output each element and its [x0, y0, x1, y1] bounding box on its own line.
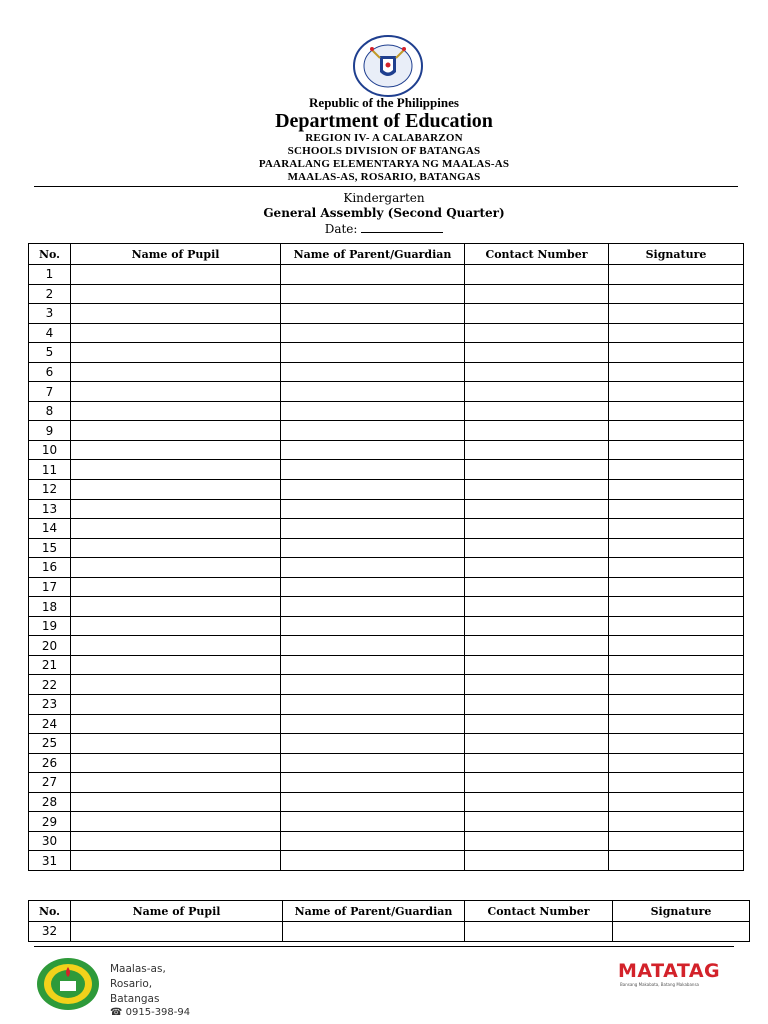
parent-name-cell[interactable] [281, 597, 465, 617]
parent-name-cell[interactable] [281, 304, 465, 324]
row-number: 6 [29, 362, 71, 382]
table-row [29, 851, 744, 871]
table-row [29, 616, 744, 636]
pupil-name-cell[interactable] [71, 675, 281, 695]
contact-number-cell[interactable] [465, 323, 609, 343]
signature-cell[interactable] [609, 343, 744, 363]
row-number: 8 [29, 401, 71, 421]
table-row [29, 558, 744, 578]
pupil-name-cell[interactable] [71, 323, 281, 343]
footer-divider [34, 946, 734, 947]
pupil-name-cell[interactable] [71, 636, 281, 656]
signature-cell[interactable] [609, 440, 744, 460]
table-row [29, 734, 744, 754]
parent-name-cell[interactable] [281, 440, 465, 460]
table-row [29, 480, 744, 500]
parent-name-cell[interactable] [281, 734, 465, 754]
row-number: 12 [29, 480, 71, 500]
date-blank-line[interactable] [361, 221, 443, 233]
parent-name-cell[interactable] [281, 382, 465, 402]
contact-number-cell[interactable] [465, 558, 609, 578]
row-number: 17 [29, 577, 71, 597]
contact-number-cell[interactable] [465, 304, 609, 324]
republic-heading: Republic of the Philippines [309, 95, 459, 110]
pupil-name-cell[interactable] [71, 831, 281, 851]
row-number: 22 [29, 675, 71, 695]
address-line: Batangas [110, 993, 160, 1005]
contact-number-cell[interactable] [465, 773, 609, 793]
row-number: 31 [29, 851, 71, 871]
contact-number-cell[interactable] [465, 362, 609, 382]
signature-cell[interactable] [609, 362, 744, 382]
col-header-parent: Name of Parent/Guardian [283, 901, 465, 922]
contact-number-cell[interactable] [465, 753, 609, 773]
parent-name-cell[interactable] [281, 831, 465, 851]
pupil-name-cell[interactable] [71, 734, 281, 754]
table-row [29, 323, 744, 343]
row-number: 14 [29, 519, 71, 539]
row-number: 30 [29, 831, 71, 851]
parent-name-cell[interactable] [281, 343, 465, 363]
pupil-name-cell[interactable] [71, 519, 281, 539]
contact-number-cell[interactable] [465, 480, 609, 500]
signature-cell[interactable] [609, 616, 744, 636]
table-row [29, 753, 744, 773]
signature-cell[interactable] [609, 480, 744, 500]
parent-name-cell[interactable] [281, 636, 465, 656]
table-row [29, 401, 744, 421]
row-number: 13 [29, 499, 71, 519]
contact-number-cell[interactable] [465, 519, 609, 539]
phone-icon: ☎ [110, 1007, 126, 1017]
parent-name-cell[interactable] [281, 265, 465, 285]
header-divider [34, 186, 738, 187]
table-row [29, 792, 744, 812]
school-name-line: PAARALANG ELEMENTARYA NG MAALAS-AS [258, 158, 510, 170]
contact-number-cell[interactable] [465, 714, 609, 734]
col-header-signature: Signature [609, 244, 744, 265]
parent-name-cell[interactable] [281, 792, 465, 812]
table-row [29, 284, 744, 304]
table-row [29, 636, 744, 656]
row-number: 19 [29, 616, 71, 636]
row-number: 2 [29, 284, 71, 304]
division-line: SCHOOLS DIVISION OF BATANGAS [287, 145, 481, 157]
table-row [29, 421, 744, 441]
signature-cell[interactable] [609, 304, 744, 324]
matatag-logo: MATATAG [618, 960, 721, 982]
signature-cell[interactable] [609, 851, 744, 871]
row-number: 1 [29, 265, 71, 285]
table-row [29, 362, 744, 382]
parent-name-cell[interactable] [281, 655, 465, 675]
signature-cell[interactable] [609, 284, 744, 304]
matatag-tagline: Bansang Makabata, Batang Makabansa [620, 982, 699, 987]
table-row [29, 714, 744, 734]
table-row [29, 519, 744, 539]
contact-number-cell[interactable] [465, 421, 609, 441]
table-row [29, 655, 744, 675]
event-title: General Assembly (Second Quarter) [263, 206, 505, 220]
table-row [29, 831, 744, 851]
parent-name-cell[interactable] [281, 323, 465, 343]
table-row [29, 812, 744, 832]
school-address-line: MAALAS-AS, ROSARIO, BATANGAS [287, 171, 481, 183]
signature-cell[interactable] [609, 401, 744, 421]
pupil-name-cell[interactable] [71, 284, 281, 304]
row-number: 5 [29, 343, 71, 363]
pupil-name-cell[interactable] [71, 499, 281, 519]
pupil-name-cell[interactable] [71, 753, 281, 773]
contact-number-cell[interactable] [465, 460, 609, 480]
pupil-name-cell[interactable] [71, 480, 281, 500]
pupil-name-cell[interactable] [71, 714, 281, 734]
contact-number-cell[interactable] [465, 675, 609, 695]
pupil-name-cell[interactable] [71, 382, 281, 402]
row-number: 9 [29, 421, 71, 441]
parent-name-cell[interactable] [283, 922, 465, 942]
contact-number-cell[interactable] [465, 792, 609, 812]
parent-name-cell[interactable] [281, 421, 465, 441]
pupil-name-cell[interactable] [71, 616, 281, 636]
row-number: 18 [29, 597, 71, 617]
parent-name-cell[interactable] [281, 577, 465, 597]
contact-number-cell[interactable] [465, 401, 609, 421]
signature-cell[interactable] [609, 812, 744, 832]
table-row [29, 460, 744, 480]
date-label: Date: [324, 222, 358, 236]
row-number: 11 [29, 460, 71, 480]
row-number: 3 [29, 304, 71, 324]
signature-cell[interactable] [609, 753, 744, 773]
row-number: 32 [29, 922, 71, 942]
contact-number-cell[interactable] [465, 616, 609, 636]
pupil-name-cell[interactable] [71, 655, 281, 675]
table-row [29, 577, 744, 597]
table-row [29, 265, 744, 285]
signature-cell[interactable] [609, 831, 744, 851]
deped-seal-icon [350, 34, 426, 98]
table-row [29, 304, 744, 324]
contact-number-cell[interactable] [465, 734, 609, 754]
row-number: 10 [29, 440, 71, 460]
school-logo-icon [35, 957, 101, 1011]
contact-number-cell[interactable] [465, 851, 609, 871]
parent-name-cell[interactable] [281, 519, 465, 539]
pupil-name-cell[interactable] [71, 460, 281, 480]
signature-cell[interactable] [609, 597, 744, 617]
signature-cell[interactable] [609, 655, 744, 675]
col-header-pupil: Name of Pupil [71, 244, 281, 265]
parent-name-cell[interactable] [281, 753, 465, 773]
pupil-name-cell[interactable] [71, 558, 281, 578]
parent-name-cell[interactable] [281, 616, 465, 636]
parent-name-cell[interactable] [281, 714, 465, 734]
contact-number-cell[interactable] [465, 922, 613, 942]
address-line: Maalas-as, [110, 963, 166, 975]
row-number: 24 [29, 714, 71, 734]
footer-phone [110, 1007, 190, 1017]
pupil-name-cell[interactable] [71, 812, 281, 832]
signature-cell[interactable] [609, 675, 744, 695]
row-number: 28 [29, 792, 71, 812]
row-number: 25 [29, 734, 71, 754]
phone-number: 0915-398-94 [125, 1007, 191, 1017]
col-header-signature: Signature [613, 901, 750, 922]
signature-cell[interactable] [609, 421, 744, 441]
contact-number-cell[interactable] [465, 695, 609, 715]
pupil-name-cell[interactable] [71, 597, 281, 617]
table-row [29, 675, 744, 695]
date-field [0, 221, 768, 236]
pupil-name-cell[interactable] [71, 792, 281, 812]
parent-name-cell[interactable] [281, 851, 465, 871]
table-row [29, 773, 744, 793]
signature-cell[interactable] [609, 714, 744, 734]
row-number: 20 [29, 636, 71, 656]
pupil-name-cell[interactable] [71, 851, 281, 871]
pupil-name-cell[interactable] [71, 401, 281, 421]
row-number: 16 [29, 558, 71, 578]
table-header-row [29, 901, 750, 922]
table-row [29, 597, 744, 617]
pupil-name-cell[interactable] [71, 577, 281, 597]
pupil-name-cell[interactable] [71, 265, 281, 285]
signature-cell[interactable] [613, 922, 750, 942]
table-row [29, 343, 744, 363]
row-number: 23 [29, 695, 71, 715]
footer-address [110, 962, 166, 1007]
col-header-parent: Name of Parent/Guardian [281, 244, 465, 265]
row-number: 15 [29, 538, 71, 558]
signature-cell[interactable] [609, 773, 744, 793]
parent-name-cell[interactable] [281, 362, 465, 382]
signature-cell[interactable] [609, 323, 744, 343]
pupil-name-cell[interactable] [71, 440, 281, 460]
contact-number-cell[interactable] [465, 577, 609, 597]
signature-cell[interactable] [609, 695, 744, 715]
signature-cell[interactable] [609, 382, 744, 402]
col-header-no: No. [29, 244, 71, 265]
signature-cell[interactable] [609, 460, 744, 480]
table-row [29, 695, 744, 715]
pupil-name-cell[interactable] [71, 304, 281, 324]
attendance-table-continued [28, 900, 750, 942]
col-header-contact: Contact Number [465, 901, 613, 922]
signature-cell[interactable] [609, 519, 744, 539]
grade-level: Kindergarten [343, 191, 425, 205]
row-number: 4 [29, 323, 71, 343]
signature-cell[interactable] [609, 538, 744, 558]
pupil-name-cell[interactable] [71, 538, 281, 558]
contact-number-cell[interactable] [465, 831, 609, 851]
signature-cell[interactable] [609, 792, 744, 812]
signature-cell[interactable] [609, 577, 744, 597]
row-number: 21 [29, 655, 71, 675]
parent-name-cell[interactable] [281, 499, 465, 519]
parent-name-cell[interactable] [281, 675, 465, 695]
parent-name-cell[interactable] [281, 773, 465, 793]
table-header-row [29, 244, 744, 265]
signature-cell[interactable] [609, 734, 744, 754]
contact-number-cell[interactable] [465, 343, 609, 363]
contact-number-cell[interactable] [465, 655, 609, 675]
table-row [29, 922, 750, 942]
address-line: Rosario, [110, 978, 153, 990]
signature-cell[interactable] [609, 499, 744, 519]
table-row [29, 538, 744, 558]
row-number: 27 [29, 773, 71, 793]
pupil-name-cell[interactable] [71, 343, 281, 363]
pupil-name-cell[interactable] [71, 362, 281, 382]
region-line: REGION IV- A CALABARZON [305, 132, 463, 144]
col-header-no: No. [29, 901, 71, 922]
pupil-name-cell[interactable] [71, 421, 281, 441]
row-number: 26 [29, 753, 71, 773]
contact-number-cell[interactable] [465, 499, 609, 519]
table-row [29, 440, 744, 460]
parent-name-cell[interactable] [281, 695, 465, 715]
signature-cell[interactable] [609, 265, 744, 285]
signature-cell[interactable] [609, 636, 744, 656]
pupil-name-cell[interactable] [71, 695, 281, 715]
contact-number-cell[interactable] [465, 265, 609, 285]
pupil-name-cell[interactable] [71, 773, 281, 793]
parent-name-cell[interactable] [281, 812, 465, 832]
col-header-contact: Contact Number [465, 244, 609, 265]
parent-name-cell[interactable] [281, 401, 465, 421]
row-number: 7 [29, 382, 71, 402]
table-row [29, 382, 744, 402]
contact-number-cell[interactable] [465, 538, 609, 558]
contact-number-cell[interactable] [465, 597, 609, 617]
row-number: 29 [29, 812, 71, 832]
attendance-table [28, 243, 744, 871]
department-title: Department of Education [275, 110, 493, 132]
parent-name-cell[interactable] [281, 460, 465, 480]
contact-number-cell[interactable] [465, 382, 609, 402]
parent-name-cell[interactable] [281, 558, 465, 578]
contact-number-cell[interactable] [465, 812, 609, 832]
contact-number-cell[interactable] [465, 636, 609, 656]
parent-name-cell[interactable] [281, 284, 465, 304]
col-header-pupil: Name of Pupil [71, 901, 283, 922]
parent-name-cell[interactable] [281, 538, 465, 558]
contact-number-cell[interactable] [465, 284, 609, 304]
parent-name-cell[interactable] [281, 480, 465, 500]
pupil-name-cell[interactable] [71, 922, 283, 942]
contact-number-cell[interactable] [465, 440, 609, 460]
table-row [29, 499, 744, 519]
signature-cell[interactable] [609, 558, 744, 578]
